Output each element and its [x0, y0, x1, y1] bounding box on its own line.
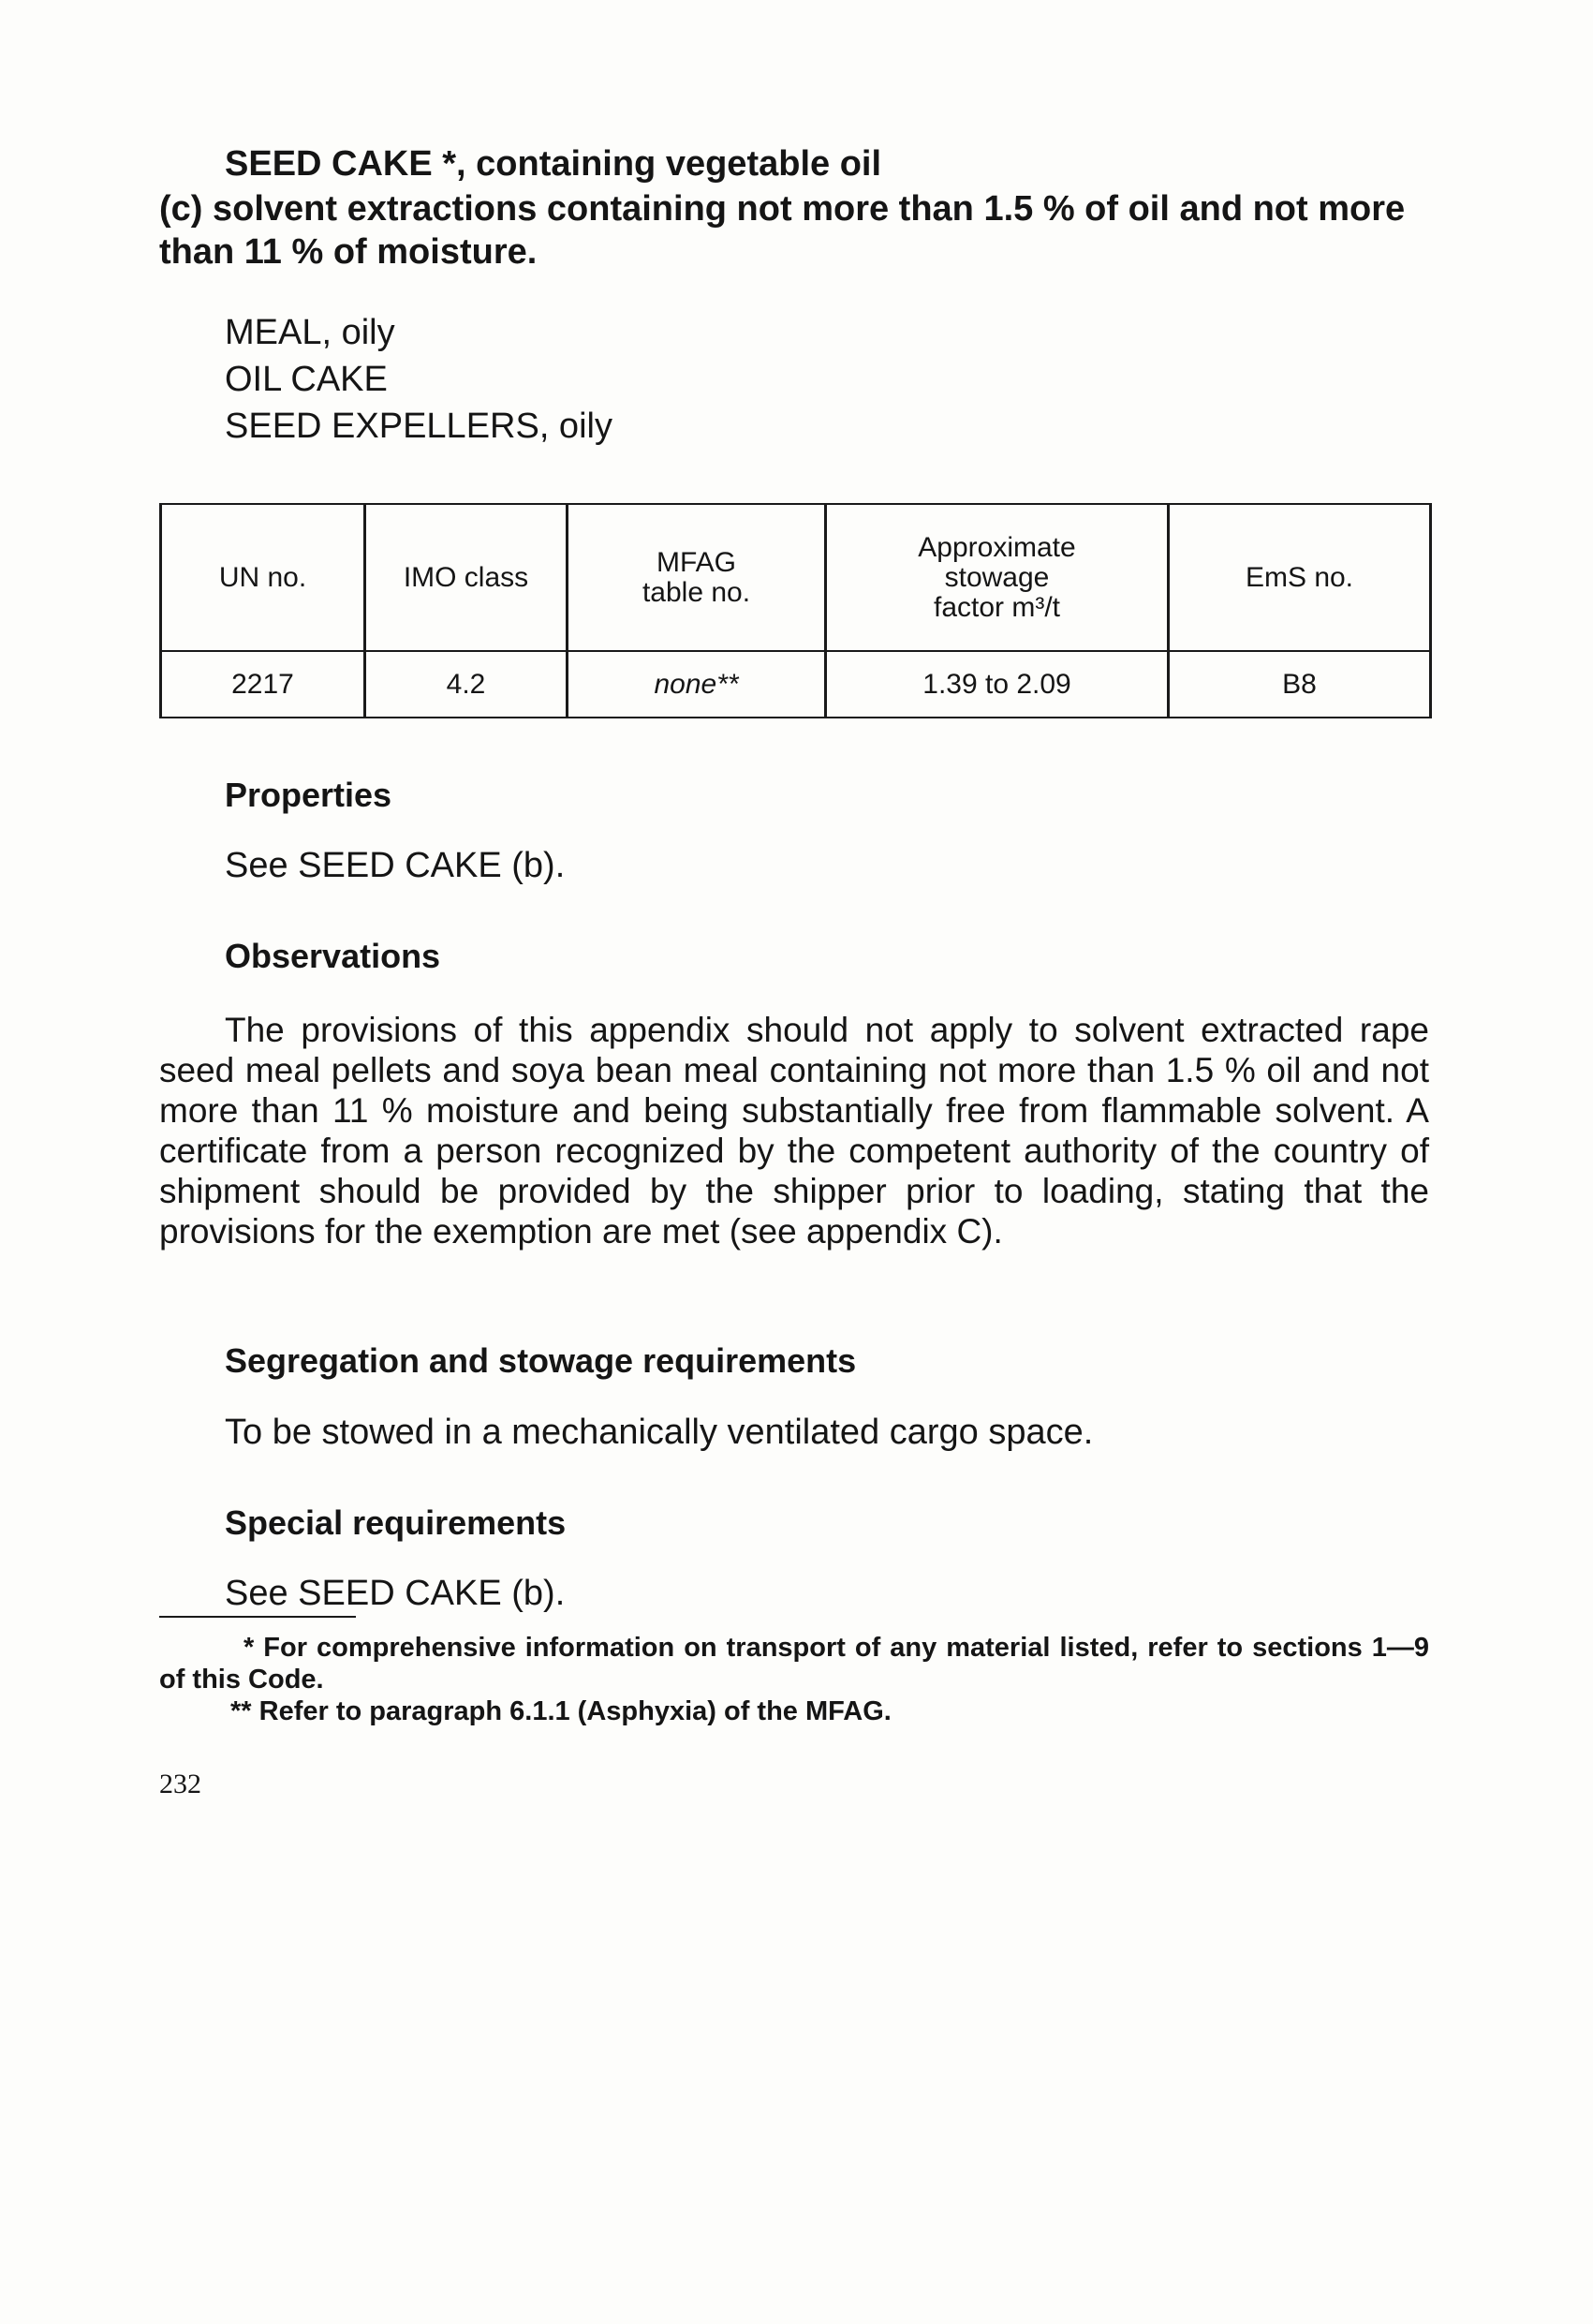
- cell-un-no: 2217: [161, 651, 365, 718]
- special-requirements-text: See SEED CAKE (b).: [225, 1574, 566, 1613]
- header-stowage-line: factor m³/t: [933, 591, 1060, 623]
- header-mfag-line: MFAG: [656, 546, 736, 578]
- properties-text: See SEED CAKE (b).: [225, 846, 566, 885]
- header-stowage-line: stowage: [944, 561, 1050, 593]
- special-requirements-heading: Special requirements: [225, 1503, 567, 1542]
- cell-imo-class: 4.2: [365, 651, 568, 718]
- properties-heading: Properties: [225, 776, 392, 814]
- entry-name: OIL CAKE: [225, 360, 388, 399]
- entry-names: [225, 309, 612, 450]
- observations-text: The provisions of this appendix should not apply to solvent extracted rape seed meal pellets and soya bean meal containing not more than 1.5 % oil and not more than 11 % moisture and being substantially free from flammable solvent. A certificate from a person recognized by the competent authority of the country of shipment should be provided by the shipper prior to loading, stating that the provisions for the exemption are met (see appendix C).: [159, 1011, 1429, 1251]
- header-mfag: [568, 504, 826, 651]
- header-imo-class: IMO class: [365, 504, 568, 651]
- observations-heading: Observations: [225, 937, 441, 975]
- segregation-text: To be stowed in a mechanically ventilated cargo space.: [225, 1413, 1094, 1452]
- page-number: 232: [159, 1769, 201, 1799]
- footnote-divider: [159, 1616, 356, 1618]
- header-stowage-line: Approximate: [918, 531, 1076, 563]
- footnote-1: * For comprehensive information on transport of any material listed, refer to sections 1—9 of this Code.: [159, 1633, 1429, 1695]
- header-ems-no: EmS no.: [1169, 504, 1431, 651]
- header-mfag-line: table no.: [642, 576, 751, 608]
- header-un-no: UN no.: [161, 504, 365, 651]
- entry-name: SEED EXPELLERS, oily: [225, 407, 612, 446]
- entry-subtitle: (c) solvent extractions containing not more than 1.5 % of oil and not more than 11 % of moisture.: [159, 189, 1406, 272]
- entry-title: SEED CAKE *, containing vegetable oil: [225, 144, 882, 184]
- table-row: [161, 651, 1431, 718]
- classification-table: [159, 503, 1432, 718]
- entry-name: MEAL, oily: [225, 313, 395, 352]
- table-header-row: [161, 504, 1431, 651]
- header-stowage-factor: [826, 504, 1169, 651]
- segregation-heading: Segregation and stowage requirements: [225, 1341, 857, 1380]
- cell-ems-no: B8: [1169, 651, 1431, 718]
- footnote-2: ** Refer to paragraph 6.1.1 (Asphyxia) of the MFAG.: [230, 1696, 892, 1726]
- cell-mfag: none**: [568, 651, 826, 718]
- cell-stowage-factor: 1.39 to 2.09: [826, 651, 1169, 718]
